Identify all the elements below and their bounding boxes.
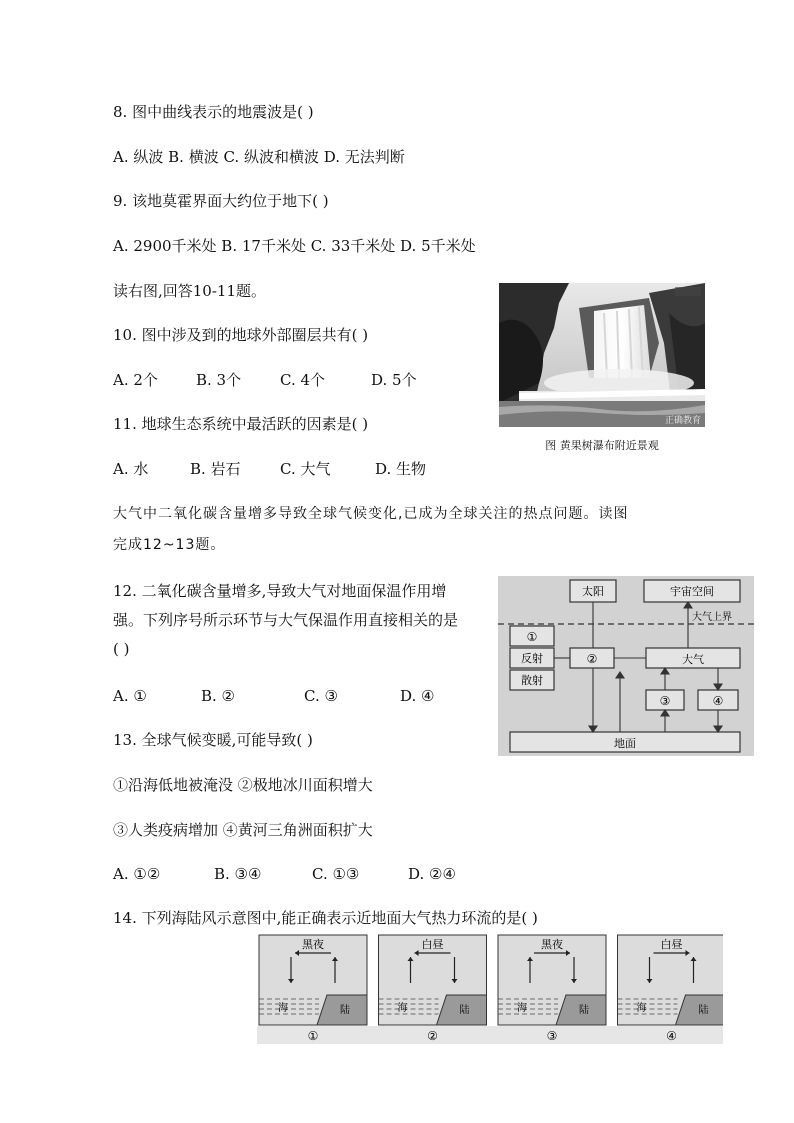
question-14: 14. 下列海陆风示意图中,能正确表示近地面大气热力环流的是( ) [113,909,538,927]
question-9-options: A. 2900千米处 B. 17千米处 C. 33千米处 D. 5千米处 [113,237,476,255]
question-8: 8. 图中曲线表示的地震波是( ) [113,103,314,121]
question-11-option-c: C. 大气 [280,460,331,478]
question-12-option-d: D. ④ [400,687,435,705]
question-12-option-c: C. ③ [304,687,338,705]
question-13-items-1: ①沿海低地被淹没 ②极地冰川面积增大 [113,776,373,794]
photo-caption: 图 黄果树瀑布附近景观 [545,439,659,452]
question-11-option-b: B. 岩石 [190,460,241,478]
question-12-option-a: A. ① [113,687,147,705]
ground-label: 地面 [614,737,636,750]
question-10-option-d: D. 5个 [371,371,417,389]
read-instruction: 读右图,回答10-11题。 [113,282,267,300]
sea-land-breeze-diagrams [257,934,723,1044]
sun-label: 太阳 [582,585,604,598]
breeze-panel-number: ④ [666,1029,677,1043]
breeze-panel-title: 白昼 [660,938,683,951]
question-13-option-d: D. ②④ [408,865,456,883]
label-n4: ④ [712,694,724,708]
land-label: 陆 [459,1005,470,1016]
breeze-panel-title: 黑夜 [541,938,563,951]
breeze-panel-title: 黑夜 [302,938,324,951]
passage-line-2: 完成12~13题。 [113,537,226,553]
breeze-panel-number: ① [307,1029,319,1043]
question-13-items-2: ③人类疫病增加 ④黄河三角洲面积扩大 [113,821,373,839]
breeze-panel-number: ② [427,1029,438,1043]
photo-watermark: 正确教育 [665,416,702,426]
land-label: 陆 [579,1005,589,1016]
question-11-option-d: D. 生物 [375,460,427,478]
question-9: 9. 该地莫霍界面大约位于地下( ) [113,192,329,210]
greenhouse-effect-diagram [498,576,754,756]
sea-label: 海 [278,1003,288,1014]
question-10: 10. 图中涉及到的地球外部圈层共有( ) [113,326,369,344]
question-13-option-c: C. ①③ [312,865,360,883]
question-12-option-b: B. ② [201,687,236,705]
land-label: 陆 [340,1005,350,1016]
sea-label: 海 [517,1003,527,1014]
question-13-option-a: A. ①② [113,865,161,883]
sea-label: 海 [636,1003,647,1014]
breeze-panel-title: 白昼 [421,938,444,951]
question-10-option-b: B. 3个 [196,371,242,389]
atmosphere-label: 大气 [682,653,704,666]
label-n3: ③ [659,694,671,708]
question-11-option-a: A. 水 [113,460,149,478]
question-8-options: A. 纵波 B. 横波 C. 纵波和横波 D. 无法判断 [113,148,405,166]
scatter-label: 散射 [521,674,543,687]
reflect-label: 反射 [521,652,543,665]
label-n2: ② [586,652,598,666]
passage-line-1: 大气中二氧化碳含量增多导致全球气候变化,已成为全球关注的热点问题。读图 [113,506,629,522]
land-label: 陆 [698,1005,709,1016]
breeze-panel-number: ③ [546,1029,558,1043]
question-12-line-2: 强。下列序号所示环节与大气保温作用直接相关的是 [113,611,459,629]
label-n1: ① [526,630,538,644]
question-12-line-3: ( ) [113,640,130,658]
space-label: 宇宙空间 [670,585,714,598]
question-10-option-c: C. 4个 [280,371,326,389]
sea-label: 海 [397,1003,408,1014]
question-11: 11. 地球生态系统中最活跃的因素是( ) [113,415,369,433]
upper-boundary-label: 大气上界 [692,612,732,623]
waterfall-photo [499,283,705,427]
question-12-line-1: 12. 二氧化碳含量增多,导致大气对地面保温作用增 [113,582,447,600]
question-13-option-b: B. ③④ [214,865,262,883]
question-10-option-a: A. 2个 [113,371,158,389]
question-13: 13. 全球气候变暖,可能导致( ) [113,731,313,749]
